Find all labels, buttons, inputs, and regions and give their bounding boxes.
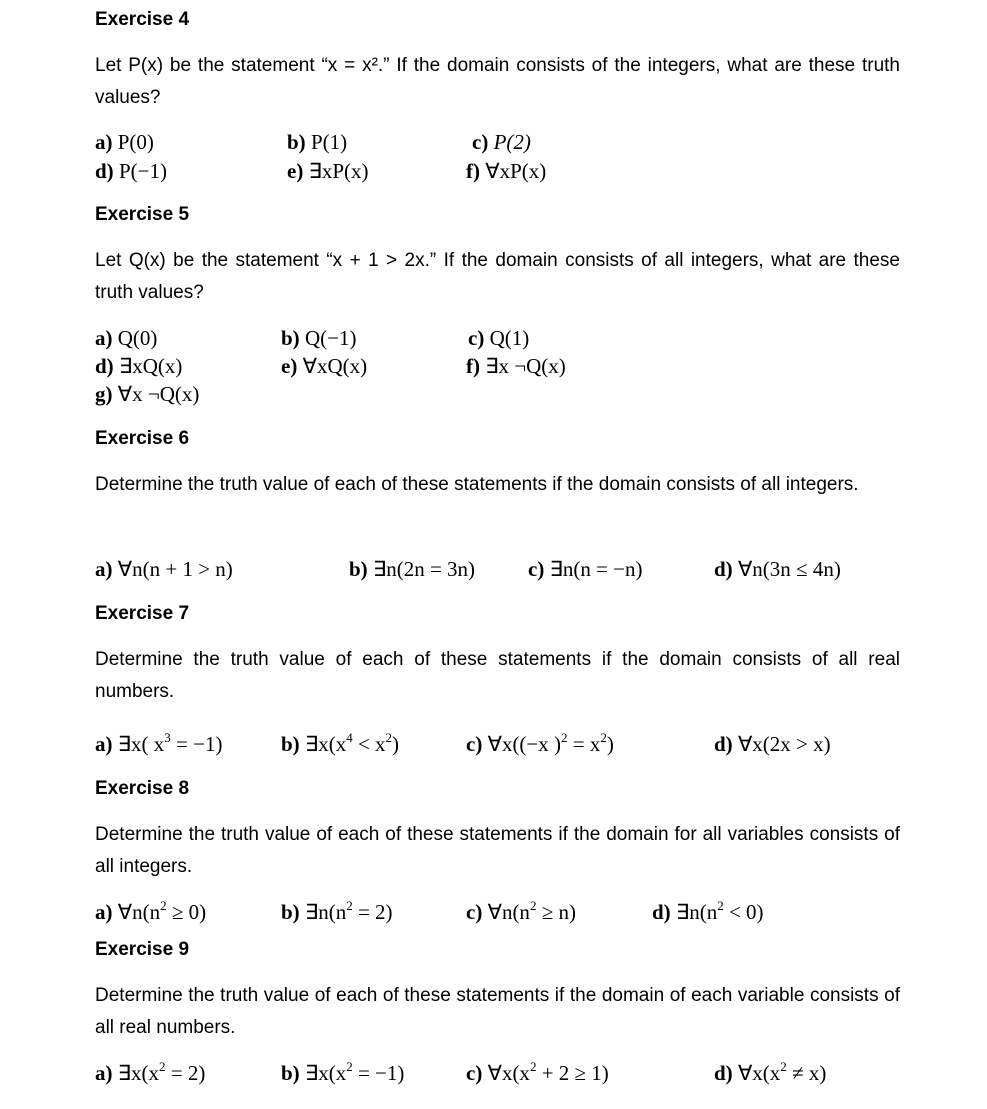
exercise-4-title: Exercise 4 xyxy=(95,9,190,30)
exercise-6-text: Determine the truth value of each of these statements if the domain consists of all integers. xyxy=(95,474,859,495)
exercise-4-text: Let P(x) be the statement “x = x².” If the domain consists of the integers, what are these truth values? xyxy=(95,55,900,108)
exercise-6-item-a: a) ∀n(n + 1 > n) xyxy=(95,557,233,581)
exercise-9-item-c: c) $\forall x(x^2 + 2 \ge 1)$ xyxy=(466,1059,609,1085)
exercise-4-item-e: e) ∃xP(x) xyxy=(287,159,369,183)
exercise-8-item-a: a) $\forall n(n^2 \ge 0)$ xyxy=(95,898,207,924)
exercise-9-text: Determine the truth value of each of these statements if the domain of each variable consists of all real numbers. xyxy=(95,985,900,1038)
exercise-5-item-a: a) Q(0) xyxy=(95,326,158,350)
exercise-7-item-a: a) ∃x( $x^3 = -1$) xyxy=(95,730,223,756)
exercise-7-item-b: b) $\exists x(x^4 < x^2)$ xyxy=(281,730,400,756)
exercise-7-text: Determine the truth value of each of these statements if the domain consists of all real numbers. xyxy=(95,649,900,702)
exercise-7-title: Exercise 7 xyxy=(95,603,190,624)
exercise-5-item-b: b) Q(−1) xyxy=(281,326,357,350)
exercise-5-item-g: g) ∀x ¬Q(x) xyxy=(95,382,200,406)
exercise-4-item-a: a) P(0) xyxy=(95,130,154,154)
exercise-8-text: Determine the truth value of each of these statements if the domain for all variables consists of all integers. xyxy=(95,824,900,877)
exercise-7-item-d: d) ∀x(2x > x) xyxy=(714,732,831,756)
exercise-9-item-b: b) $\exists x(x^2 = -1)$ xyxy=(281,1059,405,1085)
exercise-8-item-c: c) $\forall n(n^2 \ge n)$ xyxy=(466,898,576,924)
exercise-5-item-f: f) ∃x ¬Q(x) xyxy=(466,354,566,378)
exercise-5-title: Exercise 5 xyxy=(95,204,190,225)
exercise-7-item-c: c) ∀x((−x )$^2 = x^2$) xyxy=(466,730,614,756)
exercise-5-item-d: d) ∃xQ(x) xyxy=(95,354,183,378)
exercise-6-item-d: d) ∀n(3n ≤ 4n) xyxy=(714,557,841,581)
exercise-8-item-d: d) $\exists n(n^2 < 0)$ xyxy=(652,898,764,924)
exercise-8-item-b: b) $\exists n(n^2 = 2)$ xyxy=(281,898,393,924)
exercise-6-title: Exercise 6 xyxy=(95,428,190,449)
exercise-4-item-b: b) P(1) xyxy=(287,130,348,154)
exercise-9-item-d: d) $\forall x(x^2 \ne x)$ xyxy=(714,1059,827,1085)
exercise-4-item-f: f) ∀xP(x) xyxy=(466,159,547,183)
exercise-8-title: Exercise 8 xyxy=(95,778,190,799)
exercise-9-item-a: a) $\exists x(x^2 = 2)$ xyxy=(95,1059,206,1085)
exercise-5-item-e: e) ∀xQ(x) xyxy=(281,354,368,378)
exercise-6-item-b: b) ∃n(2n = 3n) xyxy=(349,557,476,581)
exercise-4-item-d: d) P(−1) xyxy=(95,159,167,183)
exercise-4-item-c: c) P(2) xyxy=(472,130,531,154)
exercise-9-title: Exercise 9 xyxy=(95,939,190,960)
exercise-6-item-c: c) ∃n(n = −n) xyxy=(528,557,643,581)
exercise-5-text: Let Q(x) be the statement “x + 1 > 2x.” If the domain consists of all integers, what are these truth values? xyxy=(95,250,900,303)
exercise-5-item-c: c) Q(1) xyxy=(468,326,530,350)
